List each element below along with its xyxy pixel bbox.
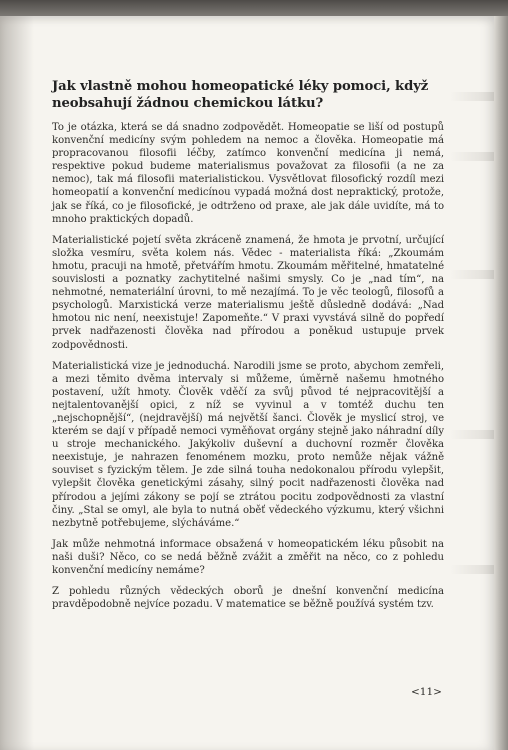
body-paragraph: To je otázka, která se dá snadno zodpovědět. Homeopatie se liší od postupů konvenční medicíny svým pohledem na nemoc a člověka. Homeopatie má propracovanou filosofii léčby, zatímco konvenční medicína ji nemá, respektive pokud budeme materialismus považovat za filosofii (a ne za nemoc), tak má filosofii materialistickou. Vysvětlovat filosofický rozdíl mezi homeopatií a konvenční medicínou vypadá možná dost nepraktický, protože, jak se říká, co je filosofické, je odtrženo od praxe, ale jak dále uvidíte, má to mnoho praktických dopadů.	[52, 122, 444, 225]
binding-shadow	[0, 16, 34, 750]
page-edge	[494, 16, 508, 750]
body-paragraph: Z pohledu různých vědeckých oborů je dnešní konvenční medicína pravděpodobně nejvíce pozadu. V matematice se běžně používá systém tzv.	[52, 586, 444, 611]
body-paragraph: Jak může nehmotná informace obsažená v homeopatickém léku působit na naši duši? Něco, co se nedá běžně zvážit a změřit na něco, co z pohledu konvenční medicíny nemáme?	[52, 538, 444, 576]
page-content	[52, 78, 444, 619]
show-through-mark	[450, 92, 494, 101]
section-heading: Jak vlastně mohou homeopatické léky pomoci, když neobsahují žádnou chemickou látku?	[52, 79, 429, 111]
show-through-mark	[450, 152, 494, 161]
show-through-mark	[450, 565, 494, 574]
body-paragraph: Materialistické pojetí světa zkráceně znamená, že hmota je prvotní, určující složka vesmíru, světa kolem nás. Vědec - materialista říká: „Zkoumám hmotu, pracuji na hmotě, přetvářím hmotu. Zkoumám měřitelné, hmatatelné souvislosti a poznatky zachytitelné našimi smysly. Co je „nad tím“, na nehmotné, nemateriální úrovni, to mě nezajímá. To je věc teologů, filosofů a psychologů. Marxistická verze materialismu ještě důsledně dodává: „Nad hmotou nic není, neexistuje! Zapomeňte.“ V praxi vyvstává silně do popředí prvek nadřazenosti člověka nad přírodou a poněkud ustupuje prvek zodpovědnosti.	[52, 234, 444, 351]
show-through-mark	[450, 430, 494, 439]
page-number: <11>	[411, 686, 442, 698]
show-through-mark	[450, 270, 494, 279]
body-paragraph: Materialistická vize je jednoduchá. Narodili jsme se proto, abychom zemřeli, a mezi těmito dvěma intervaly si můžeme, úměrně našemu hmotného postavení, užít hmoty. Člověk vděčí za svůj původ té nejpracovitější a nejtalentovanější opici, z níž se vyvinul a v tomtéž duchu ten „nejschopnější“, (nejdravější) má největší šanci. Člověk je myslicí stroj, ve kterém se dají v případě nemoci vyměňovat orgány stejně jako náhradní díly u stroje mechanického. Jakýkoliv duševní a duchovní rozměr člověka neexistuje, je nahrazen fenoménem mozku, proto nemůže nějak vážně souviset s fyzickým tělem. Je zde silná touha nedokonalou přírodu vylepšit, vylepšit člověka genetickými zásahy, silný pocit nadřazenosti člověka nad přírodou a jejími zákony se pojí se ztrátou pocitu zodpovědnosti za vlastní činy. „Stal se omyl, ale byla to nutná oběť vědeckého výzkumu, který všichni nezbytně potřebujeme, slýcháváme.“	[52, 360, 444, 529]
